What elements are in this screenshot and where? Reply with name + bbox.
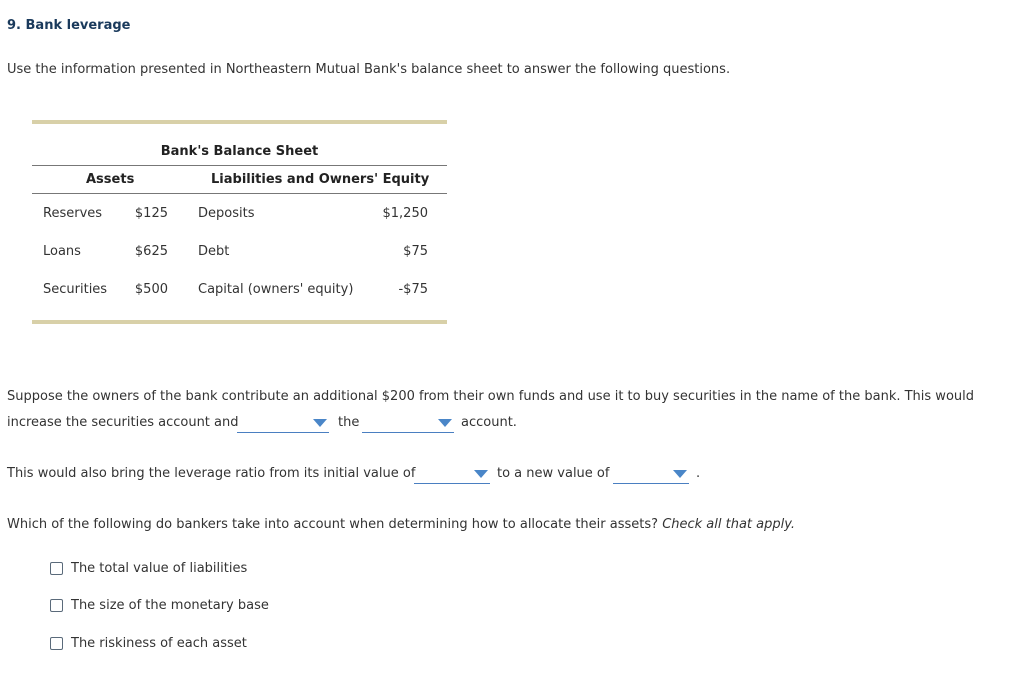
table-top-rule [32, 120, 447, 124]
liability-value: $1,250 [382, 206, 428, 221]
checkbox[interactable] [50, 637, 63, 650]
liability-label: Deposits [198, 206, 255, 221]
checkbox[interactable] [50, 562, 63, 575]
asset-value: $125 [134, 206, 168, 221]
q1-line2-suffix: account. [461, 415, 517, 430]
balance-sheet-title: Bank's Balance Sheet [160, 144, 319, 159]
header-divider [32, 165, 447, 166]
asset-label: Reserves [43, 206, 103, 221]
chevron-down-icon [474, 470, 488, 478]
checkbox-label: The total value of liabilities [71, 561, 248, 576]
table-bottom-rule [32, 320, 447, 324]
q2-suffix: . [696, 466, 701, 481]
q2-mid: to a new value of [497, 466, 610, 481]
chevron-down-icon [673, 470, 687, 478]
header-bottom-rule [32, 193, 447, 194]
question-title: 9. Bank leverage [7, 18, 131, 33]
q3-question [7, 517, 795, 532]
liability-value: -$75 [398, 282, 428, 297]
liability-value: $75 [403, 244, 428, 259]
q3-instruction: Check all that apply. [662, 517, 796, 532]
asset-label: Loans [43, 244, 81, 259]
liability-label: Capital (owners' equity) [198, 282, 354, 297]
liability-label: Debt [198, 244, 230, 259]
liabilities-header: Liabilities and Owners' Equity [211, 172, 430, 187]
intro-text: Use the information presented in Northeastern Mutual Bank's balance sheet to answer the following questions. [7, 62, 731, 77]
asset-label: Securities [43, 282, 108, 297]
q1-dropdown-2[interactable] [362, 414, 454, 433]
q2-prefix: This would also bring the leverage ratio from its initial value of [7, 466, 416, 481]
leverage-initial-dropdown[interactable] [414, 465, 490, 484]
checkbox[interactable] [50, 599, 63, 612]
checkbox-label: The riskiness of each asset [71, 636, 247, 651]
q3-question-text: Which of the following do bankers take into account when determining how to allocate their assets? [7, 517, 659, 532]
q1-dropdown-1[interactable] [237, 414, 329, 433]
q1-line2-mid: the [338, 415, 360, 430]
asset-value: $500 [134, 282, 168, 297]
checkbox-label: The size of the monetary base [71, 598, 269, 613]
asset-value: $625 [134, 244, 168, 259]
q1-line2-prefix: increase the securities account and [7, 415, 239, 430]
assets-header: Assets [86, 172, 135, 187]
chevron-down-icon [313, 419, 327, 427]
leverage-new-dropdown[interactable] [613, 465, 689, 484]
chevron-down-icon [438, 419, 452, 427]
q1-line1: Suppose the owners of the bank contribute an additional $200 from their own funds and use it to buy securities in the name of the bank. This would [7, 389, 974, 404]
